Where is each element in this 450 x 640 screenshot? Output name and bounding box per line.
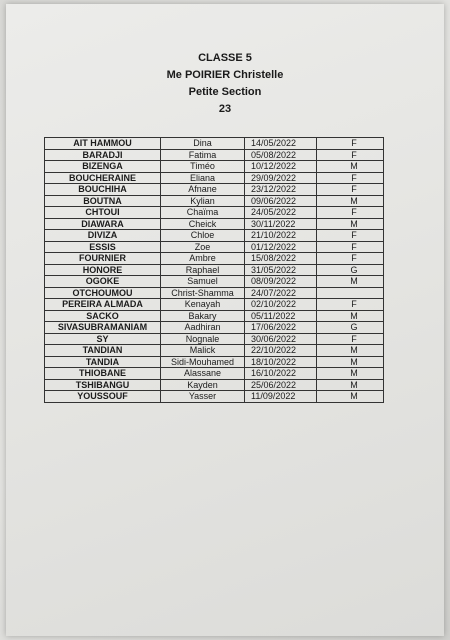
sex-cell: M (317, 218, 384, 230)
table-row (45, 345, 384, 357)
sex-cell: M (317, 195, 384, 207)
birth-date-cell: 21/10/2022 (245, 230, 317, 242)
first-name-cell: Aadhiran (161, 322, 245, 334)
last-name-cell: YOUSSOUF (45, 391, 161, 403)
table-row (45, 207, 384, 219)
sex-cell: F (317, 253, 384, 265)
first-name-cell: Cheick (161, 218, 245, 230)
first-name-cell: Raphael (161, 264, 245, 276)
sex-cell: M (317, 391, 384, 403)
sex-cell: F (317, 207, 384, 219)
last-name-cell: SACKO (45, 310, 161, 322)
sex-cell: M (317, 356, 384, 368)
table-row (45, 379, 384, 391)
sex-cell: F (317, 299, 384, 311)
birth-date-cell: 31/05/2022 (245, 264, 317, 276)
table-row (45, 264, 384, 276)
table-row (45, 368, 384, 380)
sex-cell: F (317, 333, 384, 345)
last-name-cell: TANDIA (45, 356, 161, 368)
last-name-cell: BOUTNA (45, 195, 161, 207)
sex-cell: G (317, 264, 384, 276)
class-title: CLASSE 5 (198, 52, 252, 64)
last-name-cell: AIT HAMMOU (45, 138, 161, 150)
birth-date-cell: 02/10/2022 (245, 299, 317, 311)
table-row (45, 253, 384, 265)
section-name: Petite Section (188, 86, 262, 98)
last-name-cell: ESSIS (45, 241, 161, 253)
sex-cell: M (317, 379, 384, 391)
table-row (45, 138, 384, 150)
first-name-cell: Chaïma (161, 207, 245, 219)
sex-cell: M (317, 161, 384, 173)
first-name-cell: Zoe (161, 241, 245, 253)
first-name-cell: Yasser (161, 391, 245, 403)
sex-cell: M (317, 310, 384, 322)
table-row (45, 195, 384, 207)
sex-cell: G (317, 322, 384, 334)
sex-cell: F (317, 241, 384, 253)
birth-date-cell: 05/11/2022 (245, 310, 317, 322)
birth-date-cell: 01/12/2022 (245, 241, 317, 253)
table-row (45, 310, 384, 322)
birth-date-cell: 22/10/2022 (245, 345, 317, 357)
last-name-cell: OTCHOUMOU (45, 287, 161, 299)
birth-date-cell: 14/05/2022 (245, 138, 317, 150)
birth-date-cell: 30/06/2022 (245, 333, 317, 345)
first-name-cell: Kenayah (161, 299, 245, 311)
birth-date-cell: 10/12/2022 (245, 161, 317, 173)
sex-cell: F (317, 149, 384, 161)
last-name-cell: THIOBANE (45, 368, 161, 380)
birth-date-cell: 09/06/2022 (245, 195, 317, 207)
birth-date-cell: 29/09/2022 (245, 172, 317, 184)
last-name-cell: OGOKE (45, 276, 161, 288)
birth-date-cell: 17/06/2022 (245, 322, 317, 334)
table-row (45, 161, 384, 173)
first-name-cell: Eliana (161, 172, 245, 184)
table-row (45, 322, 384, 334)
birth-date-cell: 25/06/2022 (245, 379, 317, 391)
last-name-cell: DIAWARA (45, 218, 161, 230)
last-name-cell: BIZENGA (45, 161, 161, 173)
birth-date-cell: 24/07/2022 (245, 287, 317, 299)
sex-cell: M (317, 345, 384, 357)
sex-cell: M (317, 368, 384, 380)
birth-date-cell: 15/08/2022 (245, 253, 317, 265)
table-row (45, 172, 384, 184)
document-header (0, 50, 450, 118)
last-name-cell: SY (45, 333, 161, 345)
last-name-cell: HONORE (45, 264, 161, 276)
first-name-cell: Malick (161, 345, 245, 357)
birth-date-cell: 18/10/2022 (245, 356, 317, 368)
table-row (45, 184, 384, 196)
birth-date-cell: 05/08/2022 (245, 149, 317, 161)
first-name-cell: Chloe (161, 230, 245, 242)
last-name-cell: DIVIZA (45, 230, 161, 242)
first-name-cell: Samuel (161, 276, 245, 288)
first-name-cell: Timéo (161, 161, 245, 173)
last-name-cell: TANDIAN (45, 345, 161, 357)
sex-cell: F (317, 184, 384, 196)
last-name-cell: FOURNIER (45, 253, 161, 265)
table-row (45, 230, 384, 242)
first-name-cell: Fatima (161, 149, 245, 161)
student-count: 23 (218, 103, 232, 115)
last-name-cell: BOUCHERAINE (45, 172, 161, 184)
last-name-cell: BOUCHIHA (45, 184, 161, 196)
birth-date-cell: 24/05/2022 (245, 207, 317, 219)
first-name-cell: Nognale (161, 333, 245, 345)
birth-date-cell: 08/09/2022 (245, 276, 317, 288)
last-name-cell: TSHIBANGU (45, 379, 161, 391)
birth-date-cell: 11/09/2022 (245, 391, 317, 403)
sex-cell: F (317, 230, 384, 242)
table-row (45, 356, 384, 368)
table-row (45, 241, 384, 253)
table-row (45, 276, 384, 288)
table-row (45, 333, 384, 345)
first-name-cell: Christ-Shamma (161, 287, 245, 299)
first-name-cell: Kayden (161, 379, 245, 391)
sex-cell: F (317, 138, 384, 150)
last-name-cell: BARADJI (45, 149, 161, 161)
birth-date-cell: 30/11/2022 (245, 218, 317, 230)
table-row (45, 287, 384, 299)
last-name-cell: CHTOUI (45, 207, 161, 219)
first-name-cell: Afnane (161, 184, 245, 196)
first-name-cell: Alassane (161, 368, 245, 380)
table-row (45, 391, 384, 403)
sex-cell: F (317, 172, 384, 184)
student-table (44, 137, 384, 403)
table-row (45, 149, 384, 161)
last-name-cell: PEREIRA ALMADA (45, 299, 161, 311)
first-name-cell: Sidi-Mouhamed (161, 356, 245, 368)
first-name-cell: Kylian (161, 195, 245, 207)
sex-cell: M (317, 276, 384, 288)
first-name-cell: Ambre (161, 253, 245, 265)
table-row (45, 299, 384, 311)
table-row (45, 218, 384, 230)
first-name-cell: Dina (161, 138, 245, 150)
first-name-cell: Bakary (161, 310, 245, 322)
birth-date-cell: 23/12/2022 (245, 184, 317, 196)
sex-cell (317, 287, 384, 299)
birth-date-cell: 16/10/2022 (245, 368, 317, 380)
teacher-name: Me POIRIER Christelle (166, 69, 284, 81)
last-name-cell: SIVASUBRAMANIAM (45, 322, 161, 334)
